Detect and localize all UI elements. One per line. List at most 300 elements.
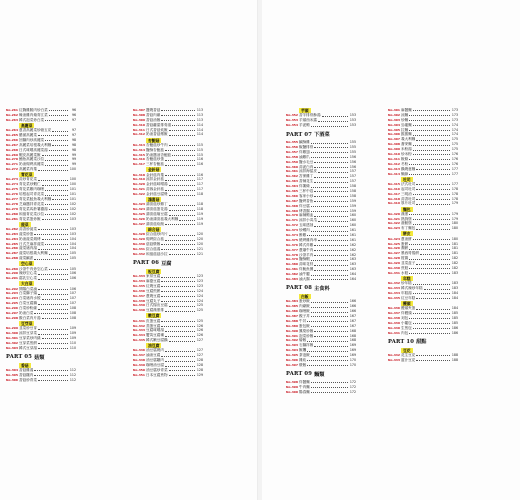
dot-leader	[161, 356, 195, 357]
page-number: 177	[451, 166, 458, 171]
recipe-title: 豆腐味噌湯	[146, 328, 164, 333]
page-number: 109	[69, 331, 76, 336]
page-number: 160	[349, 218, 356, 223]
page-number: 101	[69, 192, 76, 197]
page-number: 168	[349, 328, 356, 333]
page-number: 159	[349, 208, 356, 213]
recipe-title: 潤餅	[401, 246, 409, 251]
dot-leader	[409, 273, 450, 274]
dot-leader	[314, 201, 348, 202]
dot-leader	[52, 145, 68, 146]
dot-leader	[52, 131, 68, 132]
dot-leader	[314, 346, 348, 347]
recipe-number: No.387	[286, 313, 298, 318]
recipe-number: No.389	[286, 323, 298, 328]
recipe-number: No.265	[6, 132, 18, 137]
page-number: 153	[349, 123, 356, 128]
page-number: 183	[451, 281, 458, 286]
recipe-title: 擔擔麵	[401, 132, 412, 137]
recipe-number: No.441	[388, 330, 400, 335]
page-number: 153	[349, 118, 356, 123]
page-number: 175	[451, 137, 458, 142]
recipe-number: No.421	[388, 216, 400, 221]
recipe-title: 鹹酥雞	[299, 140, 310, 145]
recipe-number: No.337	[133, 293, 145, 298]
recipe-title: 椒鹽排骨	[299, 144, 314, 149]
dot-leader	[307, 360, 348, 361]
dot-leader	[169, 130, 195, 131]
page-number: 119	[196, 217, 203, 222]
dot-leader	[49, 150, 68, 151]
dot-leader	[45, 190, 68, 191]
dot-leader	[165, 175, 195, 176]
page-number: 105	[69, 266, 76, 271]
dot-leader	[311, 382, 348, 383]
dot-leader	[416, 309, 450, 310]
recipe-title: 紅麴雞腿肉炒白菜	[19, 108, 48, 112]
page-number: 186	[451, 325, 458, 330]
dot-leader	[307, 341, 348, 342]
recipe-number: No.344	[133, 333, 145, 338]
recipe-title: 家常豆腐	[146, 274, 161, 279]
recipe-title: 韓式泡菜炒白菜	[19, 117, 45, 122]
page-number: 184	[451, 295, 458, 300]
page-number: 181	[451, 251, 458, 256]
recipe-number: No.378	[286, 252, 298, 257]
recipe-title: 滷雞爪	[299, 154, 310, 159]
dot-leader	[314, 226, 348, 227]
recipe-title: 炒年糕	[401, 281, 412, 286]
recipe-number: No.354	[286, 123, 298, 128]
recipe-title: 烏龍麵	[401, 122, 412, 127]
recipe-title: 青花菜鮭魚義大利麵	[19, 197, 52, 202]
dot-leader	[161, 249, 195, 250]
dot-leader	[38, 229, 68, 230]
recipe-title: 白菜豬肉水餃	[19, 296, 41, 301]
recipe-title: 油豆腐炒青菜	[146, 368, 168, 373]
dot-leader	[38, 170, 68, 171]
recipe-title: 飯糰	[299, 348, 307, 353]
recipe-title: 漢堡	[401, 211, 409, 216]
dot-leader	[169, 341, 195, 342]
recipe-number: No.420	[388, 211, 400, 216]
page-number: 99	[71, 157, 76, 162]
recipe-title: 青花菜雞肉咖哩	[19, 187, 45, 192]
dot-leader	[409, 115, 450, 116]
page-number: 157	[349, 169, 356, 174]
recipe-title: 蒜味花枝	[299, 262, 314, 267]
toc-entry	[6, 378, 76, 383]
recipe-number: No.331	[133, 246, 145, 251]
recipe-title: 奶油菠菜焗烤	[19, 236, 41, 241]
dot-leader	[38, 135, 68, 136]
page-number: 174	[451, 132, 458, 137]
page-number: 180	[451, 221, 458, 226]
recipe-title: 青花菜炒蝦仁	[19, 182, 41, 187]
dot-leader	[314, 331, 348, 332]
page-number: 125	[196, 318, 203, 323]
page-number: 182	[451, 261, 458, 266]
page-number: 126	[196, 328, 203, 333]
dot-leader	[311, 231, 348, 232]
page-number: 112	[69, 368, 76, 373]
dot-leader	[165, 336, 195, 337]
dot-leader	[161, 120, 195, 121]
recipe-number: No.286	[6, 246, 18, 251]
recipe-number: No.401	[388, 108, 400, 112]
recipe-number: No.358	[286, 154, 298, 159]
recipe-number: No.312	[133, 132, 145, 137]
recipe-title: 金針菇味噌湯	[146, 182, 168, 187]
dot-leader	[413, 284, 450, 285]
dot-leader	[314, 191, 348, 192]
recipe-number: No.269	[6, 152, 18, 157]
page-number: 120	[196, 232, 203, 237]
page-number: 163	[349, 267, 356, 272]
recipe-title: 蒜泥白肉	[299, 164, 314, 169]
dot-leader	[311, 392, 348, 393]
recipe-title: 炸薯條	[299, 184, 310, 189]
recipe-number: No.310	[133, 122, 145, 127]
page-number: 96	[71, 112, 76, 117]
recipe-number: No.270	[6, 157, 18, 162]
page-number: 161	[349, 232, 356, 237]
toc-entry	[133, 252, 203, 257]
recipe-number: No.388	[286, 318, 298, 323]
recipe-number: No.266	[6, 137, 18, 142]
part-label: PART 07	[286, 131, 313, 138]
part-name: 甜點	[416, 339, 427, 346]
dot-leader	[169, 205, 195, 206]
page-number: 102	[69, 201, 76, 206]
category-label: 菠菜	[21, 221, 29, 227]
recipe-number: No.309	[133, 117, 145, 122]
page-number: 173	[451, 117, 458, 122]
page-number: 97	[71, 132, 76, 137]
recipe-number: No.334	[133, 279, 145, 283]
recipe-title: 日式香菇炊飯	[146, 127, 168, 132]
recipe-title: 刈包	[401, 315, 409, 320]
recipe-number: No.377	[286, 247, 298, 252]
recipe-number: No.425	[388, 241, 400, 246]
page-number: 100	[69, 167, 76, 172]
dot-leader	[416, 264, 450, 265]
page-number: 167	[349, 323, 356, 328]
page-number: 169	[349, 348, 356, 353]
recipe-number: No.396	[286, 357, 298, 362]
page-number: 104	[69, 246, 76, 251]
recipe-number: No.432	[388, 281, 400, 286]
page-number: 185	[451, 320, 458, 325]
toc-column	[286, 108, 356, 394]
recipe-title: 鴻喜菇炒雞丁	[146, 202, 168, 207]
page-number: 168	[349, 333, 356, 338]
recipe-title: 菠菜炒蛋	[19, 231, 34, 236]
recipe-number: No.355	[286, 140, 298, 145]
part-label: PART 08	[286, 285, 313, 292]
recipe-number: No.357	[286, 149, 298, 154]
recipe-number: No.348	[133, 358, 145, 363]
recipe-number: No.368	[286, 203, 298, 208]
recipe-number: No.345	[133, 338, 145, 343]
recipe-title: 蟹黃豆腐羹	[146, 333, 164, 338]
recipe-title: 炸雞翅	[299, 149, 310, 154]
part-heading	[6, 353, 76, 362]
recipe-number: No.359	[286, 159, 298, 164]
page-number: 106	[69, 276, 76, 281]
recipe-title: 蠔油雞肉燴青江菜	[19, 112, 48, 117]
dot-leader	[161, 244, 195, 245]
dot-leader	[34, 370, 68, 371]
recipe-number: No.405	[388, 127, 400, 132]
recipe-title: 香菇炒青菜	[19, 377, 37, 382]
page-number: 115	[196, 152, 203, 157]
recipe-number: No.362	[286, 174, 298, 179]
dot-leader	[165, 366, 195, 367]
category-label: 杏鮑菇	[148, 137, 160, 143]
recipe-title: 日式味噌高麗菜湯	[19, 147, 48, 152]
recipe-title: 鴻喜菇蛋花湯	[146, 207, 168, 212]
recipe-title: 炸饅頭	[401, 311, 412, 316]
dot-leader	[45, 244, 68, 245]
page-number: 188	[451, 357, 458, 362]
recipe-title: 炸豆腐	[299, 203, 310, 208]
dot-leader	[314, 182, 348, 183]
dot-leader	[52, 199, 68, 200]
page-number: 123	[196, 283, 203, 288]
recipe-number: No.307	[133, 108, 145, 112]
part-heading	[286, 370, 356, 379]
dot-leader	[165, 240, 195, 241]
page-number: 170	[349, 362, 356, 367]
page-number: 114	[196, 122, 203, 127]
page-number: 172	[349, 379, 356, 384]
recipe-title: 蛋炒飯	[299, 299, 310, 304]
right-page	[262, 0, 520, 500]
dot-leader	[42, 185, 68, 186]
dot-leader	[314, 245, 348, 246]
toc-column	[388, 108, 458, 363]
recipe-title: 杏鮑菇炒蛋	[146, 157, 164, 162]
dot-leader	[413, 323, 450, 324]
dot-leader	[38, 279, 68, 280]
recipe-title: 日式揚出豆腐	[146, 303, 168, 308]
recipe-number: No.391	[286, 333, 298, 338]
page-number: 107	[69, 291, 76, 296]
recipe-number: No.336	[133, 288, 145, 293]
page-number: 104	[69, 236, 76, 241]
dot-leader	[314, 255, 348, 256]
recipe-title: 燒烤雞肉串	[299, 237, 317, 242]
dot-leader	[311, 152, 348, 153]
category-label: 香菇	[21, 362, 29, 368]
page-number: 100	[69, 182, 76, 187]
dot-leader	[42, 219, 68, 220]
dot-leader	[311, 387, 348, 388]
dot-leader	[161, 286, 195, 287]
page-number: 105	[69, 256, 76, 261]
dot-leader	[45, 165, 68, 166]
recipe-title: 韓式炸雞	[299, 242, 314, 247]
dot-leader	[311, 211, 348, 212]
recipe-title: 韭菜炒豆芽	[19, 326, 37, 331]
recipe-number: No.430	[388, 266, 400, 270]
recipe-number: No.416	[388, 186, 400, 191]
recipe-title: 金針菇肉捲	[146, 172, 164, 177]
recipe-number: No.376	[286, 242, 298, 247]
recipe-title: 芋頭西米露	[299, 118, 317, 123]
dot-leader	[161, 301, 195, 302]
recipe-title: 石鍋拌飯	[299, 343, 314, 348]
recipe-title: 滷牛腱	[299, 272, 310, 277]
recipe-number: No.419	[388, 201, 400, 206]
recipe-title: 金針菇豆腐煲	[146, 192, 168, 197]
recipe-title: 墨西哥捲餅	[401, 251, 419, 256]
category-label: 油豆腐	[148, 343, 160, 349]
recipe-number: No.423	[388, 226, 400, 231]
part-heading	[388, 337, 458, 346]
recipe-number: No.356	[286, 144, 298, 149]
page-number: 126	[196, 333, 203, 338]
page-number: 183	[451, 270, 458, 275]
recipe-title: 五味透抽	[299, 223, 314, 228]
dot-leader	[413, 135, 450, 136]
dot-leader	[165, 165, 195, 166]
recipe-number: No.278	[6, 201, 18, 206]
page-number: 101	[69, 187, 76, 192]
recipe-number: No.427	[388, 251, 400, 256]
recipe-title: 涼拌小黃瓜	[299, 218, 317, 223]
dot-leader	[416, 140, 450, 141]
toc-entry	[286, 363, 356, 368]
recipe-number: No.440	[388, 325, 400, 330]
dot-leader	[409, 214, 450, 215]
recipe-title: 涼拌豆芽菜	[19, 331, 37, 336]
page-number: 156	[349, 164, 356, 169]
page-number: 181	[451, 241, 458, 246]
part-name: 下酒菜	[314, 132, 330, 139]
page-number: 157	[349, 174, 356, 179]
category-label: 年糕	[403, 275, 411, 281]
recipe-number: No.324	[133, 207, 145, 212]
page-number: 128	[196, 368, 203, 373]
recipe-number: No.347	[133, 353, 145, 358]
dot-leader	[49, 110, 68, 111]
recipe-title: 蒜炒青花菜	[19, 177, 37, 182]
recipe-number: No.264	[6, 128, 18, 133]
recipe-number: No.394	[286, 348, 298, 353]
page-number: 160	[349, 213, 356, 218]
recipe-number: No.428	[388, 256, 400, 261]
recipe-title: 豆芽菜炒肉絲	[19, 335, 41, 340]
toc-entry	[388, 331, 458, 336]
page-number: 118	[196, 192, 203, 197]
recipe-number: No.287	[6, 251, 18, 256]
dot-leader	[314, 336, 348, 337]
page-number: 173	[451, 112, 458, 117]
recipe-number: No.373	[286, 228, 298, 233]
recipe-number: No.424	[388, 236, 400, 241]
page-number: 98	[71, 142, 76, 147]
page-number: 126	[196, 323, 203, 328]
part-name: 麵類	[314, 371, 325, 378]
dot-leader	[311, 126, 348, 127]
dot-leader	[413, 239, 450, 240]
recipe-title: 香菇雞湯	[19, 368, 34, 373]
page-number: 115	[196, 142, 203, 147]
page-number: 124	[196, 298, 203, 303]
recipe-title: 和風青花菜沙拉	[19, 211, 45, 216]
recipe-number: No.328	[133, 232, 145, 237]
dot-leader	[424, 289, 450, 290]
recipe-number: No.351	[133, 372, 145, 377]
recipe-title: 牛丼	[299, 318, 307, 323]
dot-leader	[38, 294, 68, 295]
recipe-title: 涼麵	[401, 112, 409, 117]
dot-leader	[314, 270, 348, 271]
recipe-title: 咖哩油豆腐	[146, 363, 164, 368]
recipe-title: 高麗菜肉捲	[19, 167, 37, 172]
recipe-number: No.321	[133, 187, 145, 192]
recipe-number: No.365	[286, 188, 298, 193]
page-number: 128	[196, 358, 203, 363]
recipe-title: 日本豆腐煮物	[146, 372, 168, 377]
dot-leader	[38, 343, 68, 344]
page-number: 124	[196, 288, 203, 293]
recipe-title: 雜炊	[299, 357, 307, 362]
dot-leader	[314, 162, 348, 163]
page-number: 159	[349, 203, 356, 208]
recipe-number: No.412	[388, 161, 400, 166]
dot-leader	[409, 130, 450, 131]
recipe-title: 鮪魚高麗菜沙拉	[19, 157, 45, 162]
recipe-number: No.332	[133, 251, 145, 256]
page-number: 113	[196, 117, 203, 122]
recipe-title: 蕎麥麵	[401, 142, 412, 147]
dot-leader	[42, 299, 68, 300]
part-name: 主食料	[314, 285, 330, 292]
recipe-number: No.261	[6, 108, 18, 112]
recipe-title: 沙茶牛肉炒空心菜	[19, 266, 48, 271]
page-number: 155	[349, 140, 356, 145]
page-number: 120	[196, 242, 203, 247]
page-number: 162	[349, 247, 356, 252]
dot-leader	[409, 318, 450, 319]
recipe-number: No.372	[286, 223, 298, 228]
recipe-title: 開陽白菜滷	[19, 286, 37, 291]
page-number: 153	[349, 113, 356, 118]
page-number: 159	[349, 198, 356, 203]
recipe-title: 披薩	[401, 256, 409, 261]
recipe-title: 滷油豆腐	[146, 353, 161, 358]
dot-leader	[416, 189, 450, 190]
recipe-number: No.346	[133, 348, 145, 353]
page-number: 118	[196, 202, 203, 207]
recipe-title: 芝麻醬拌青花菜	[19, 201, 45, 206]
recipe-number: No.371	[286, 218, 298, 223]
recipe-title: 青花菜馬鈴薯濃湯	[19, 206, 48, 211]
dot-leader	[416, 169, 450, 170]
recipe-title: 回鍋肉炒高麗菜	[19, 137, 45, 142]
recipe-number: No.349	[133, 363, 145, 368]
part-heading	[286, 284, 356, 293]
recipe-title: 綜合菇炒肉片	[146, 232, 168, 237]
dot-leader	[413, 150, 450, 151]
recipe-title: 油豆腐鑲肉	[146, 358, 164, 363]
recipe-title: 奶油焗烤高麗菜	[19, 162, 45, 167]
recipe-title: 肉燥飯	[299, 304, 310, 309]
page-number: 116	[196, 157, 203, 162]
